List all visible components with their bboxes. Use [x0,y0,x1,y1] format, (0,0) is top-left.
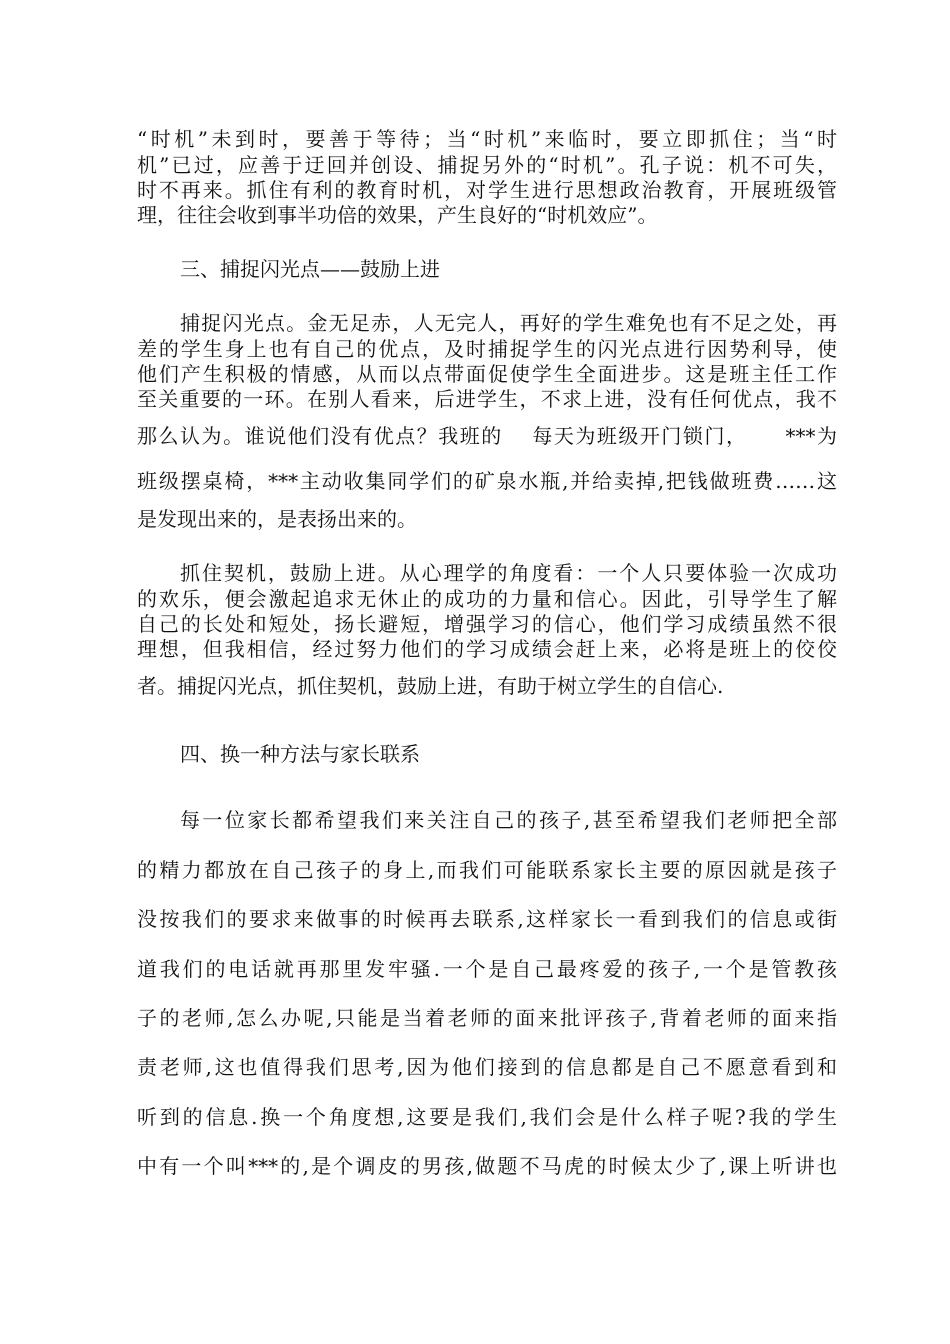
paragraph-3-line-4: 理想，但我相信，经过努力他们的学习成绩会赶上来，必将是班上的佼佼 [137,637,837,661]
paragraph-4-line-6: 责老师,这也值得我们思考,因为他们接到的信息都是自己不愿意看到和 [137,1055,837,1079]
paragraph-1-line-2: 机”已过，应善于迂回并创设、捕捉另外的“时机”。孔子说：机不可失， [137,153,837,177]
paragraph-2-line-7: 是发现出来的，是表扬出来的。 [137,507,417,531]
paragraph-3-line-5: 者。捕捉闪光点，抓住契机，鼓励上进，有助于树立学生的自信心. [137,674,724,698]
section-heading-4: 四、换一种方法与家长联系 [180,742,420,766]
paragraph-4-line-3: 没按我们的要求来做事的时候再去联系,这样家长一看到我们的信息或街 [137,907,837,931]
paragraph-3-line-2: 的欢乐，便会激起追求无休止的成功的力量和信心。因此，引导学生了解 [137,587,837,611]
paragraph-2-line-4: 至关重要的一环。在别人看来，后进学生，不求上进，没有任何优点，我不 [137,387,837,411]
paragraph-4-line-7: 听到的信息.换一个角度想,这要是我们,我们会是什么样子呢?我的学生 [137,1105,837,1129]
paragraph-1-line-3: 时不再来。抓住有利的教育时机，对学生进行思想政治教育，开展班级管 [137,178,837,202]
paragraph-2-line-6: 班级摆桌椅，***主动收集同学们的矿泉水瓶,并给卖掉,把钱做班费……这 [137,469,837,493]
line-5-part-c: ***为 [785,424,838,448]
paragraph-4-line-2: 的精力都放在自己孩子的身上,而我们可能联系家长主要的原因就是孩子 [137,858,837,882]
paragraph-2-line-1: 捕捉闪光点。金无足赤，人无完人，再好的学生难免也有不足之处，再 [180,311,837,335]
line-5-part-a: 那么认为。谁说他们没有优点？我班的 [137,424,503,448]
paragraph-2-line-5 [137,423,837,449]
paragraph-4-line-8: 中有一个叫***的,是个调皮的男孩,做题不马虎的时候太少了,课上听讲也 [137,1154,837,1178]
paragraph-4-line-5: 子的老师,怎么办呢,只能是当着老师的面来批评孩子,背着老师的面来指 [137,1006,837,1030]
paragraph-2-line-2: 差的学生身上也有自己的优点，及时捕捉学生的闪光点进行因势利导，使 [137,337,837,361]
paragraph-3-line-3: 自己的长处和短处，扬长避短，增强学习的信心，他们学习成绩虽然不很 [137,612,837,636]
paragraph-3-line-1: 抓住契机，鼓励上进。从心理学的角度看：一个人只要体验一次成功 [180,561,837,585]
paragraph-4-line-1: 每一位家长都希望我们来关注自己的孩子,甚至希望我们老师把全部 [180,808,837,832]
section-heading-3: 三、捕捉闪光点——鼓励上进 [180,257,440,281]
paragraph-1-line-4: 理，往往会收到事半功倍的效果，产生良好的“时机效应”。 [137,203,658,227]
line-5-part-b: 每天为班级开门锁门， [530,424,748,448]
paragraph-4-line-4: 道我们的电话就再那里发牢骚.一个是自己最疼爱的孩子,一个是管教孩 [137,957,837,981]
paragraph-2-line-3: 他们产生积极的情感，从而以点带面促使学生全面进步。这是班主任工作 [137,362,837,386]
paragraph-1-line-1: “时机”未到时，要善于等待；当“时机”来临时，要立即抓住；当“时 [137,127,837,151]
